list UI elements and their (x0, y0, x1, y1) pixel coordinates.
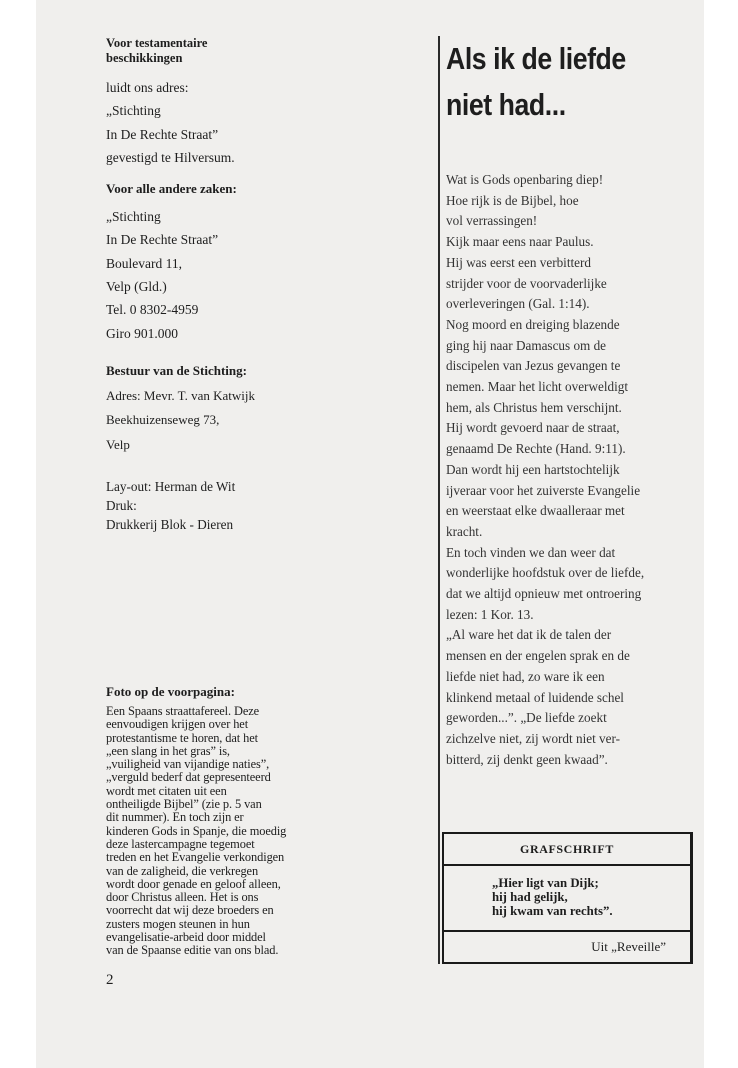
caption-line: „een slang in het gras” is, (106, 743, 230, 758)
grafschrift-footer (442, 932, 693, 964)
caption-line: wordt met citaten uit een (106, 783, 227, 798)
credit-line: Lay-out: Herman de Wit (106, 479, 236, 495)
body-line: „Al ware het dat ik de talen der (446, 627, 612, 643)
address-line: Velp (106, 436, 130, 452)
address-line: In De Rechte Straat” (106, 232, 219, 248)
body-line: Hij wordt gevoerd naar de straat, (446, 420, 620, 436)
address-line: In De Rechte Straat” (106, 126, 219, 142)
address-line: „Stichting (106, 209, 161, 225)
board-address (106, 384, 391, 458)
caption-line: voorrecht dat wij deze broeders en (106, 903, 274, 918)
other-address (106, 205, 391, 345)
photo-caption (106, 705, 286, 958)
caption-line: door Christus alleen. Het is ons (106, 890, 259, 905)
body-line: en weerstaat elke dwaalleraar met (446, 503, 625, 519)
body-line: lezen: 1 Kor. 13. (446, 606, 534, 622)
testament-heading (106, 36, 391, 66)
body-line: En toch vinden we dan weer dat (446, 544, 616, 560)
address-line: gevestigd te Hilversum. (106, 149, 235, 165)
address-line: Beekhuizenseweg 73, (106, 412, 220, 428)
photo-heading: Foto op de voorpagina: (106, 684, 235, 699)
body-line: wonderlijke hoofdstuk over de liefde, (446, 565, 645, 581)
grafschrift-title: GRAFSCHRIFT (520, 842, 614, 856)
address-line: „Stichting (106, 103, 161, 119)
quote-line: „Hier ligt van Dijk; (492, 876, 599, 890)
caption-line: wordt door genade en geloof alleen, (106, 876, 281, 891)
body-line: Hoe rijk is de Bijbel, hoe (446, 192, 579, 208)
caption-line: „vuiligheid van vijandige naties”, (106, 757, 270, 772)
article-body (446, 170, 701, 770)
quote-line: hij kwam van rechts”. (492, 904, 613, 918)
column-divider (438, 36, 440, 964)
caption-line: dit nummer). En toch zijn er (106, 810, 244, 825)
caption-line: kinderen Gods in Spanje, die moedig (106, 823, 287, 838)
address-line: Adres: Mevr. T. van Katwijk (106, 387, 255, 403)
board-heading: Bestuur van de Stichting: (106, 362, 247, 378)
giro-line: Giro 901.000 (106, 325, 178, 341)
body-line: mensen en der engelen sprak en de (446, 648, 630, 664)
body-line: Kijk maar eens naar Paulus. (446, 234, 594, 250)
quote-line: hij had gelijk, (492, 890, 568, 904)
caption-line: zusters mogen steunen in hun (106, 916, 250, 931)
body-line: Hij was eerst een verbitterd (446, 254, 592, 270)
heading-line: Voor testamentaire (106, 36, 208, 50)
heading-line: beschikkingen (106, 51, 183, 65)
body-line: ging hij naar Damascus om de (446, 337, 607, 353)
grafschrift-box (442, 832, 693, 964)
title-line: niet had... (446, 87, 566, 122)
page-number: 2 (106, 972, 114, 988)
body-line: hem, als Christus hem verschijnt. (446, 399, 622, 415)
body-line: dat we altijd opnieuw met ontroering (446, 586, 642, 602)
caption-line: ontheiligde Bijbel” (zie p. 5 van (106, 797, 262, 812)
body-line: ijveraar voor het zuiverste Evangelie (446, 482, 641, 498)
testament-address (106, 76, 391, 169)
title-line: Als ik de liefde (446, 41, 626, 76)
body-line: genaamd De Rechte (Hand. 9:11). (446, 441, 626, 457)
body-line: bitterd, zij denkt geen kwaad”. (446, 751, 608, 767)
address-line: luidt ons adres: (106, 80, 189, 95)
credit-line: Druk: (106, 498, 137, 514)
body-line: strijder voor de voorvaderlijke (446, 275, 607, 291)
right-column (446, 36, 701, 770)
body-line: klinkend metaal of luidende schel (446, 689, 624, 705)
other-heading: Voor alle andere zaken: (106, 181, 237, 197)
body-line: nemen. Maar het licht overweldigt (446, 379, 628, 395)
body-line: Nog moord en dreiging blazende (446, 316, 620, 332)
body-line: Dan wordt hij een hartstochtelijk (446, 461, 620, 477)
article-title (446, 36, 701, 128)
body-line: geworden...”. „De liefde zoekt (446, 710, 607, 726)
phone-line: Tel. 0 8302-4959 (106, 302, 199, 318)
caption-line: Een Spaans straattafereel. Deze (106, 704, 260, 718)
grafschrift-source: Uit „Reveille” (591, 939, 666, 954)
caption-line: deze lastercampagne tegemoet (106, 836, 255, 851)
body-line: kracht. (446, 523, 483, 539)
caption-line: van de zaligheid, die verkregen (106, 863, 259, 878)
production-credits (106, 477, 391, 534)
body-line: discipelen van Jezus gevangen te (446, 358, 621, 374)
left-column (106, 36, 391, 958)
caption-line: eenvoudigen krijgen over het (106, 717, 249, 732)
grafschrift-header (442, 832, 693, 866)
caption-line: protestantisme te horen, dat het (106, 730, 258, 745)
body-line: overleveringen (Gal. 1:14). (446, 296, 590, 312)
body-line: zichzelve niet, zij wordt niet ver- (446, 730, 621, 746)
address-line: Boulevard 11, (106, 255, 182, 271)
address-line: Velp (Gld.) (106, 279, 167, 295)
body-line: Wat is Gods openbaring diep! (446, 172, 604, 187)
body-line: vol verrassingen! (446, 213, 538, 229)
caption-line: treden en het Evangelie verkondigen (106, 850, 285, 865)
credit-line: Drukkerij Blok - Dieren (106, 517, 234, 533)
caption-line: evangelisatie-arbeid door middel (106, 930, 266, 945)
body-line: liefde niet had, zo ware ik een (446, 668, 605, 684)
caption-line: van de Spaanse editie van ons blad. (106, 943, 279, 958)
grafschrift-body (442, 866, 693, 932)
caption-line: „verguld bederf dat gepresenteerd (106, 770, 271, 785)
grafschrift-quote (492, 876, 613, 918)
